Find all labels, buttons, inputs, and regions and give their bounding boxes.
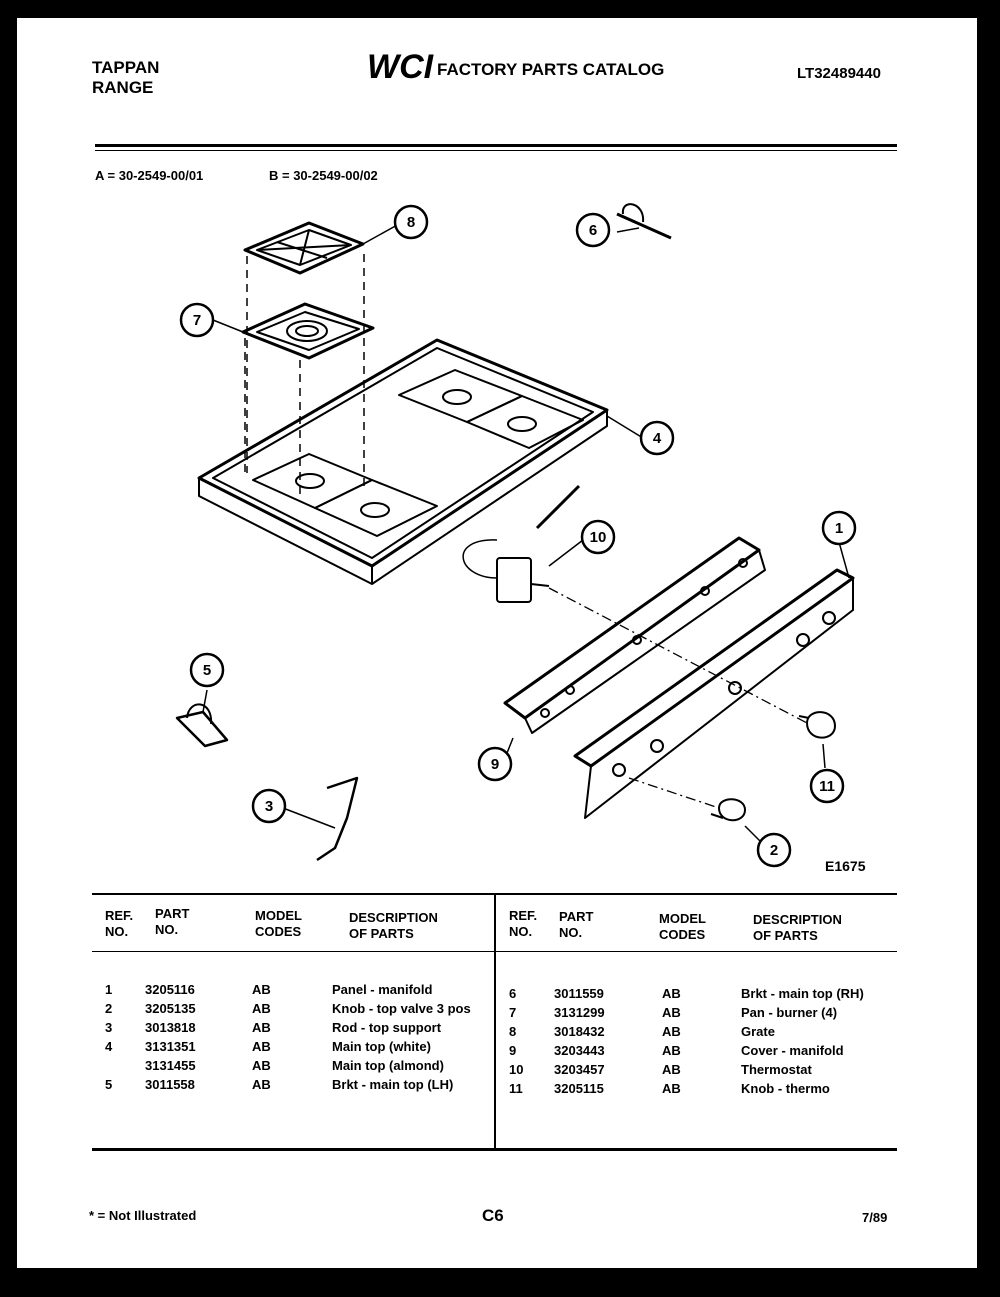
cell-ref: 9 bbox=[509, 1043, 517, 1058]
thermostat-part bbox=[463, 486, 579, 602]
cell-part: 3203443 bbox=[554, 1043, 605, 1058]
revision-date: 7/89 bbox=[862, 1210, 888, 1225]
callout-10 bbox=[582, 521, 614, 553]
table-rule-head bbox=[92, 951, 897, 952]
callout-label: 4 bbox=[652, 430, 662, 447]
callout-label: 11 bbox=[819, 778, 835, 795]
cell-model: AB bbox=[662, 1081, 681, 1096]
cell-part: 3205135 bbox=[145, 1001, 196, 1016]
manifold-cover-part bbox=[505, 538, 765, 733]
header-model-codes-right: MODEL CODES bbox=[659, 911, 706, 942]
cell-part: 3131299 bbox=[554, 1005, 605, 1020]
header-description-left: DESCRIPTION OF PARTS bbox=[349, 910, 438, 941]
diagram-code: E1675 bbox=[825, 858, 866, 874]
exploded-parts-diagram bbox=[17, 18, 977, 898]
cell-desc: Grate bbox=[741, 1024, 775, 1039]
callout-3 bbox=[253, 790, 285, 822]
wci-logo-text: WCI bbox=[367, 48, 434, 84]
cell-model: AB bbox=[252, 982, 271, 997]
cell-model: AB bbox=[662, 1005, 681, 1020]
catalog-title: FACTORY PARTS CATALOG bbox=[437, 60, 665, 79]
cell-ref: 2 bbox=[105, 1001, 113, 1016]
bracket-lh-part bbox=[177, 704, 227, 746]
callout-label: 1 bbox=[834, 520, 844, 537]
callout-label: 5 bbox=[202, 662, 212, 679]
bracket-rh-part bbox=[617, 204, 671, 238]
callout-label: 7 bbox=[192, 312, 202, 329]
catalog-page bbox=[17, 18, 977, 1268]
cell-part: 3131455 bbox=[145, 1058, 196, 1073]
cell-ref: 5 bbox=[105, 1077, 113, 1092]
cell-part: 3205115 bbox=[554, 1081, 604, 1096]
cell-desc: Rod - top support bbox=[332, 1020, 442, 1035]
brand-line-1: TAPPAN bbox=[92, 58, 160, 77]
cell-desc: Cover - manifold bbox=[741, 1043, 844, 1058]
header-description-right: DESCRIPTION OF PARTS bbox=[753, 912, 842, 943]
cell-desc: Main top (almond) bbox=[332, 1058, 444, 1073]
cell-part: 3203457 bbox=[554, 1062, 605, 1077]
cell-part: 3011559 bbox=[554, 986, 604, 1001]
cell-desc: Pan - burner (4) bbox=[741, 1005, 838, 1020]
cell-ref: 1 bbox=[105, 982, 113, 997]
cell-model: AB bbox=[662, 1062, 681, 1077]
cell-part: 3011558 bbox=[145, 1077, 195, 1092]
callout-11 bbox=[811, 770, 843, 802]
cell-desc: Main top (white) bbox=[332, 1039, 431, 1054]
callout-6 bbox=[577, 214, 609, 246]
alignment-lines bbox=[245, 254, 364, 498]
model-number: LT32489440 bbox=[797, 65, 881, 82]
knob-valve-part bbox=[711, 799, 745, 820]
callout-5 bbox=[191, 654, 223, 686]
header-ref-no-right: REF. NO. bbox=[509, 908, 538, 939]
page-number: C6 bbox=[482, 1206, 504, 1225]
cell-model: AB bbox=[662, 986, 681, 1001]
variant-a: A = 30-2549-00/01 bbox=[95, 168, 204, 183]
burner-pan-part bbox=[243, 304, 373, 358]
cell-ref: 3 bbox=[105, 1020, 113, 1035]
cell-part: 3205116 bbox=[145, 982, 195, 997]
callout-label: 2 bbox=[769, 842, 779, 859]
header-model-codes-left: MODEL CODES bbox=[255, 908, 302, 939]
support-rod-part bbox=[317, 778, 357, 860]
callout-label: 3 bbox=[264, 798, 274, 815]
cell-ref: 7 bbox=[509, 1005, 517, 1020]
cell-ref: 11 bbox=[509, 1081, 523, 1096]
cell-desc: Brkt - main top (RH) bbox=[741, 986, 864, 1001]
knob-thermo-part bbox=[799, 712, 835, 738]
callout-label: 8 bbox=[406, 214, 416, 231]
cell-model: AB bbox=[252, 1020, 271, 1035]
cell-desc: Knob - top valve 3 pos bbox=[332, 1001, 471, 1016]
cell-part: 3018432 bbox=[554, 1024, 605, 1039]
callout-label: 6 bbox=[588, 222, 598, 239]
cell-model: AB bbox=[662, 1024, 681, 1039]
header-part-no-right: PART NO. bbox=[559, 909, 594, 940]
table-rule-bottom bbox=[92, 1148, 897, 1151]
cell-ref: 8 bbox=[509, 1024, 517, 1039]
cell-desc: Thermostat bbox=[741, 1062, 812, 1077]
cell-model: AB bbox=[662, 1043, 681, 1058]
callout-4 bbox=[641, 422, 673, 454]
knob-alignment-lines bbox=[549, 588, 807, 808]
grate-part bbox=[245, 223, 363, 273]
variant-b: B = 30-2549-00/02 bbox=[269, 168, 378, 183]
callout-label: 10 bbox=[589, 529, 607, 546]
leader-lines bbox=[203, 224, 849, 844]
footnote: * = Not Illustrated bbox=[89, 1208, 197, 1223]
cell-model: AB bbox=[252, 1058, 271, 1073]
brand-line-2: RANGE bbox=[92, 78, 154, 97]
cell-desc: Brkt - main top (LH) bbox=[332, 1077, 454, 1092]
cell-model: AB bbox=[252, 1077, 271, 1092]
cell-desc: Panel - manifold bbox=[332, 982, 433, 997]
callout-group bbox=[181, 206, 855, 866]
cell-model: AB bbox=[252, 1039, 271, 1054]
cell-ref: 4 bbox=[105, 1039, 113, 1054]
cell-desc: Knob - thermo bbox=[741, 1081, 830, 1096]
callout-label: 9 bbox=[490, 756, 500, 773]
cell-ref: 10 bbox=[509, 1062, 524, 1077]
callout-9 bbox=[479, 748, 511, 780]
table-divider bbox=[494, 893, 496, 1151]
callout-7 bbox=[181, 304, 213, 336]
cell-part: 3131351 bbox=[145, 1039, 196, 1054]
cell-ref: 6 bbox=[509, 986, 517, 1001]
callout-8 bbox=[395, 206, 427, 238]
main-top-part bbox=[199, 340, 607, 584]
cell-model: AB bbox=[252, 1001, 271, 1016]
header-ref-no-left: REF. NO. bbox=[105, 908, 134, 939]
header-part-no-left: PART NO. bbox=[155, 906, 190, 937]
cell-part: 3013818 bbox=[145, 1020, 196, 1035]
callout-1 bbox=[823, 512, 855, 544]
callout-2 bbox=[758, 834, 790, 866]
